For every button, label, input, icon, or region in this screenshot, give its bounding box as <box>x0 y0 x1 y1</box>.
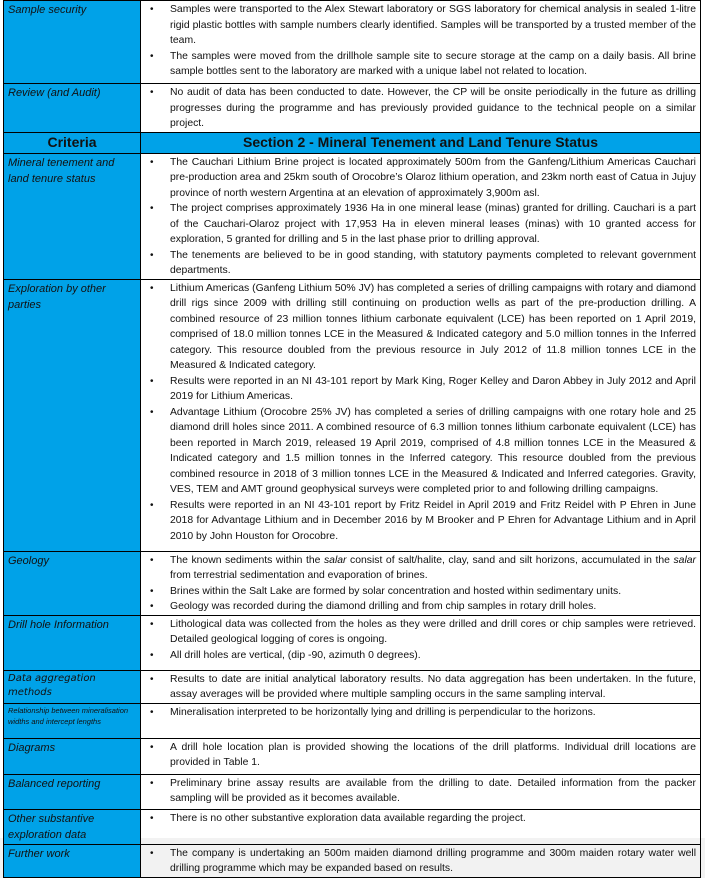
criteria-label: Balanced reporting <box>4 774 141 809</box>
criteria-label: Other substantive exploration data <box>4 809 141 844</box>
bullet-item: • Results were reported in an NI 43-101 report by Mark King, Roger Kelley and Daron Abbey in July 2012 and April 2019 for Lithium Americas. <box>164 374 696 405</box>
criteria-label: Geology <box>4 551 141 615</box>
criteria-content <box>141 809 701 844</box>
criteria-label: Data aggregation methods <box>4 670 141 703</box>
criteria-content <box>141 844 701 877</box>
bullet-list <box>141 811 696 827</box>
bullet-list <box>141 281 696 545</box>
row-review-audit <box>4 84 701 133</box>
bullet-list <box>141 617 696 664</box>
bullet-item: • Lithological data was collected from the holes as they were drilled and drill cores or chip samples were retrieved. Detailed geological logging of cores is ongoing. <box>164 617 696 648</box>
row-data-aggregation <box>4 670 701 703</box>
criteria-content <box>141 670 701 703</box>
bullet-item: • The Cauchari Lithium Brine project is located approximately 500m from the Ganfeng/Lithium Americas Cauchari pre-production area and 25km south of Orocobre’s Olaroz lithium operation, and 23km north east of Catua in Jujuy province of north western Argentina at an elevation of approximately 3,900m asl. <box>164 155 696 202</box>
row-balanced-reporting <box>4 774 701 809</box>
italic-term: salar <box>673 554 696 566</box>
bullet-list <box>141 85 696 132</box>
criteria-label: Drill hole Information <box>4 615 141 670</box>
bullet-item: • The tenements are believed to be in good standing, with statutory payments completed to relevant government departments. <box>164 248 696 279</box>
bullet-list <box>141 553 696 615</box>
criteria-label: Mineral tenement and land tenure status <box>4 153 141 279</box>
criteria-label: Sample security <box>4 1 141 84</box>
text-run: from terrestrial sedimentation and evaporation of brines. <box>170 570 428 581</box>
criteria-label: Review (and Audit) <box>4 84 141 133</box>
criteria-label: Diagrams <box>4 738 141 774</box>
criteria-content <box>141 84 701 133</box>
criteria-content <box>141 551 701 615</box>
bullet-list <box>141 705 696 721</box>
bullet-item: • The project comprises approximately 1936 Ha in one mineral lease (minas) granted for drilling. Cauchari is a part of the Cauchari-Olaroz project with 17,953 Ha in eleven mineral leases (minas) with 10 granted access for exploration, 5 granted for drilling and 5 in the last phase prior to drilling approval. <box>164 201 696 248</box>
criteria-content <box>141 279 701 551</box>
bullet-item: • The company is undertaking an 500m maiden diamond drilling programme and 300m maiden rotary water well drilling programme which may be expanded based on results. <box>164 846 696 877</box>
row-drill-hole-information <box>4 615 701 670</box>
bullet-item: • Mineralisation interpreted to be horizontally lying and drilling is perpendicular to the horizons. <box>164 705 696 721</box>
criteria-column-header: Criteria <box>4 132 141 153</box>
criteria-content <box>141 153 701 279</box>
bullet-item: • All drill holes are vertical, (dip -90, azimuth 0 degrees). <box>164 648 696 664</box>
bullet-list <box>141 672 696 703</box>
bullet-item <box>164 553 696 584</box>
criteria-label: Exploration by other parties <box>4 279 141 551</box>
text-run: The known sediments within the <box>170 554 324 566</box>
bullet-item: • There is no other substantive exploration data available regarding the project. <box>164 811 696 827</box>
row-relationship-widths <box>4 703 701 738</box>
text-run: consist of salt/halite, clay, sand and silt horizons, accumulated in the <box>346 554 674 566</box>
bullet-item: • Geology was recorded during the diamond drilling and from chip samples in rotary drill holes. <box>164 599 696 615</box>
bullet-item: • Brines within the Salt Lake are formed by solar concentration and hosted within sedimentary units. <box>164 584 696 600</box>
bullet-item: • A drill hole location plan is provided showing the locations of the drill platforms. Individual drill locations are provided in Table 1. <box>164 740 696 771</box>
criteria-label: Relationship between mineralisation widths and intercept lengths <box>4 703 141 738</box>
bullet-item: • Advantage Lithium (Orocobre 25% JV) has completed a series of drilling campaigns with one rotary hole and 25 diamond drill holes since 2011. A combined resource of 6.3 million tonnes lithium carbonate equivalent (LCE) has been reported in March 2019, released 19 April 2019, comprised of 4.8 million tonnes LCE in the Measured & Indicated category and 1.5 million tonnes in the Inferred category. This resource doubled from the previous combined resource in 2018 of 3 million tonnes LCE in the Measured & Indicated and Inferred categories. Gravity, VES, TEM and AMT ground geophysical surveys were completed prior to and following drilling campaigns. <box>164 405 696 498</box>
bullet-list <box>141 846 696 877</box>
row-geology <box>4 551 701 615</box>
section-header-row <box>4 132 701 153</box>
jorc-criteria-table <box>3 0 701 878</box>
bullet-item: • Results to date are initial analytical laboratory results. No data aggregation has been undertaken. In the future, assay averages will be provided where multiple sampling occurs in the same sampling interval. <box>164 672 696 703</box>
bullet-item: • Lithium Americas (Ganfeng Lithium 50% JV) has completed a series of drilling campaigns with rotary and diamond drill rigs since 2009 with drilling still continuing on production wells as part of the pre-production drilling. A combined resource of 23 million tonnes lithium carbonate equivalent (LCE) has been reported on 1 April 2019, comprised of 18.0 million tonnes LCE in the Measured & Indicated category and 5.0 million tonnes in the Inferred category. This resource doubled from the previous resource in July 2012 of 11.8 million tonnes LCE in the Measured & Indicated category. <box>164 281 696 374</box>
criteria-content <box>141 738 701 774</box>
italic-term: salar <box>323 554 347 566</box>
criteria-content <box>141 703 701 738</box>
row-further-work <box>4 844 701 877</box>
criteria-content <box>141 1 701 84</box>
row-sample-security <box>4 1 701 84</box>
section-title: Section 2 - Mineral Tenement and Land Tenure Status <box>141 132 701 153</box>
criteria-content <box>141 774 701 809</box>
row-diagrams <box>4 738 701 774</box>
bullet-list <box>141 2 696 80</box>
bullet-item: • Samples were transported to the Alex Stewart laboratory or SGS laboratory for chemical analysis in sealed 1-litre rigid plastic bottles with sample numbers clearly identified. Samples will be transported by a trusted member of the team. <box>164 2 696 49</box>
bullet-list <box>141 740 696 771</box>
bullet-item: • No audit of data has been conducted to date. However, the CP will be onsite periodically in the future as drilling progresses during the programme and has previously provided guidance to the technical people on a similar project. <box>164 85 696 132</box>
row-exploration-other-parties <box>4 279 701 551</box>
criteria-label: Further work <box>4 844 141 877</box>
criteria-content <box>141 615 701 670</box>
row-mineral-tenement <box>4 153 701 279</box>
bullet-item: • Results were reported in an NI 43-101 report by Fritz Reidel in April 2019 and Fritz Reidel with P Ehren in June 2018 for Advantage Lithium and in December 2016 by M Brooker and P Ehren for Advantage Lithium and in April 2010 by John Houston for Orocobre. <box>164 498 696 545</box>
bullet-list <box>141 776 696 807</box>
bullet-item: • The samples were moved from the drillhole sample site to secure storage at the camp on a daily basis. All brine sample bottles sent to the laboratory are marked with a unique label not related to location. <box>164 49 696 80</box>
bullet-list <box>141 155 696 279</box>
row-other-substantive-data <box>4 809 701 844</box>
bullet-item: • Preliminary brine assay results are available from the drilling to date. Detailed information from the packer sampling will be provided as it becomes available. <box>164 776 696 807</box>
